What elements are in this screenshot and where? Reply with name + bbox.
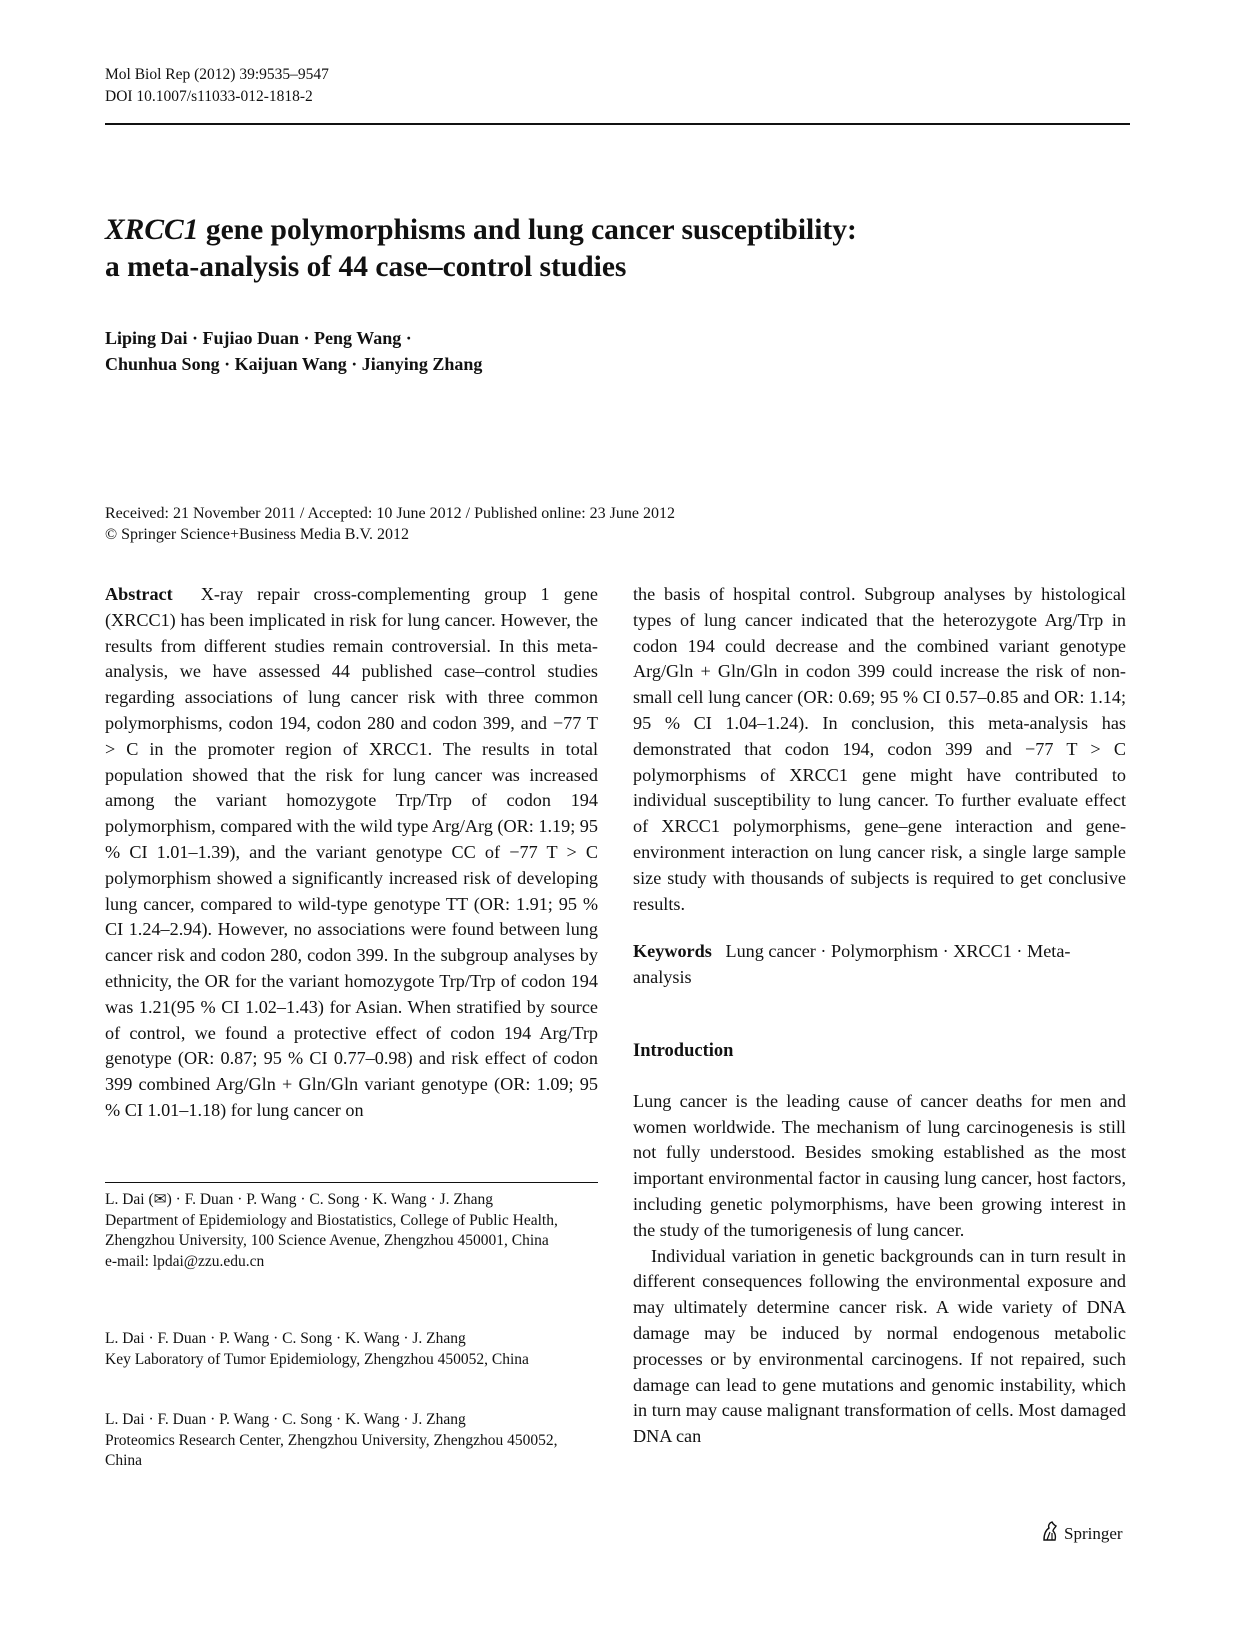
aff1-names: L. Dai (✉) · F. Duan · P. Wang · C. Song · K. Wang · J. Zhang — [105, 1191, 493, 1208]
footnote-rule — [105, 1182, 598, 1183]
title-line2: a meta-analysis of 44 case–control studies — [105, 251, 627, 283]
publisher-logo — [1040, 1520, 1123, 1547]
aff2-dept: Key Laboratory of Tumor Epidemiology, Zhengzhou 450052, China — [105, 1350, 529, 1368]
affiliation-1 — [105, 1190, 598, 1272]
aff1-email[interactable]: e-mail: lpdai@zzu.edu.cn — [105, 1252, 265, 1270]
received-dates: Received: 21 November 2011 / Accepted: 10 June 2012 / Published online: 23 June 2012 — [105, 505, 675, 522]
aff3-names: L. Dai · F. Duan · P. Wang · C. Song · K. Wang · J. Zhang — [105, 1411, 466, 1428]
title-line1: gene polymorphisms and lung cancer susceptibility: — [198, 214, 857, 246]
affiliation-3 — [105, 1410, 598, 1472]
publisher-name: Springer — [1064, 1523, 1123, 1543]
author-list — [105, 325, 482, 377]
keywords-text: Lung cancer · Polymorphism · XRCC1 · Meta-analysis — [633, 941, 1071, 988]
right-column — [633, 582, 1126, 1450]
keywords — [633, 939, 1126, 991]
aff3-dept: Proteomics Research Center, Zhengzhou University, Zhengzhou 450052, China — [105, 1431, 558, 1469]
header-rule — [105, 123, 1130, 125]
article-title — [105, 212, 1135, 286]
intro-para-2: Individual variation in genetic backgrounds can in turn result in different consequences following the environmental exposure and may ultimately determine cancer risk. A wide variety of DNA damage may be induced by normal endogenous metabolic processes or by environmental carcinogens. If not repaired, such damage can lead to gene mutations and genomic instability, which in turn may cause malignant transformation of cells. Most damaged DNA can — [633, 1245, 1126, 1447]
abstract-text-right: the basis of hospital control. Subgroup analyses by histological types of lung cancer indicated that the heterozygote Arg/Trp in codon 194 could decrease and the combined variant genotype Arg/Gln + Gln/Gln in codon 399 could increase the risk of non-small cell lung cancer (OR: 0.69; 95 % CI 0.57–0.85 and OR: 1.14; 95 % CI 1.04–1.24). In conclusion, this meta-analysis has demonstrated that codon 194, codon 399 and −77 T > C polymorphisms of XRCC1 gene might have contributed to individual susceptibility to lung cancer. To further evaluate effect of XRCC1 polymorphisms, gene–gene interaction and gene-environment interaction on lung cancer risk, a single large sample size study with thousands of subjects is required to get conclusive results. — [633, 584, 1126, 914]
aff1-dept: Department of Epidemiology and Biostatistics, College of Public Health, Zhengzhou University, 100 Science Avenue, Zhengzhou 450001, China — [105, 1211, 558, 1249]
doi: DOI 10.1007/s11033-012-1818-2 — [105, 88, 313, 105]
publication-dates — [105, 503, 675, 545]
abstract-label: Abstract — [105, 584, 173, 604]
left-column — [105, 582, 598, 1124]
abstract-left — [105, 582, 598, 1124]
title-gene: XRCC1 — [105, 214, 199, 246]
authors-line2: Chunhua Song · Kaijuan Wang · Jianying Zhang — [105, 354, 483, 374]
aff2-names: L. Dai · F. Duan · P. Wang · C. Song · K. Wang · J. Zhang — [105, 1330, 466, 1347]
authors-line1: Liping Dai · Fujiao Duan · Peng Wang · — [105, 328, 412, 348]
introduction-heading: Introduction — [633, 1040, 734, 1061]
journal-citation: Mol Biol Rep (2012) 39:9535–9547 — [105, 66, 329, 83]
keywords-label: Keywords — [633, 941, 712, 962]
abstract-text-left: X-ray repair cross-complementing group 1 gene (XRCC1) has been implicated in risk for lung cancer. However, the results from different studies remain controversial. In this meta-analysis, we have assessed 44 published case–control studies regarding associations of lung cancer risk with three common polymorphisms, codon 194, codon 280 and codon 399, and −77 T > C in the promoter region of XRCC1. The results in total population showed that the risk for lung cancer was increased among the variant homozygote Trp/Trp of codon 194 polymorphism, compared with the wild type Arg/Arg (OR: 1.19; 95 % CI 1.01–1.39), and the variant genotype CC of −77 T > C polymorphism showed a significantly increased risk of developing lung cancer, compared to wild-type genotype TT (OR: 1.91; 95 % CI 1.24–2.94). However, no associations were found between lung cancer risk and codon 280, codon 399. In the subgroup analyses by ethnicity, the OR for the variant homozygote Trp/Trp of codon 194 was 1.21(95 % CI 1.02–1.43) for Asian. When stratified by source of control, we found a protective effect of codon 194 Arg/Trp genotype (OR: 0.87; 95 % CI 0.77–0.98) and risk effect of codon 399 combined Arg/Gln + Gln/Gln variant genotype (OR: 1.09; 95 % CI 1.01–1.18) for lung cancer on — [105, 584, 598, 1120]
intro-para-1: Lung cancer is the leading cause of cancer deaths for men and women worldwide. The mechanism of lung carcinogenesis is still not fully understood. Besides smoking established as the most important environmental factor in causing lung cancer, host factors, including genetic polymorphisms, have been growing interest in the study of the tumorigenesis of lung cancer. — [633, 1090, 1126, 1240]
journal-header — [105, 64, 329, 108]
springer-horse-icon — [1040, 1520, 1060, 1547]
copyright: © Springer Science+Business Media B.V. 2012 — [105, 526, 409, 543]
affiliation-2 — [105, 1329, 598, 1370]
